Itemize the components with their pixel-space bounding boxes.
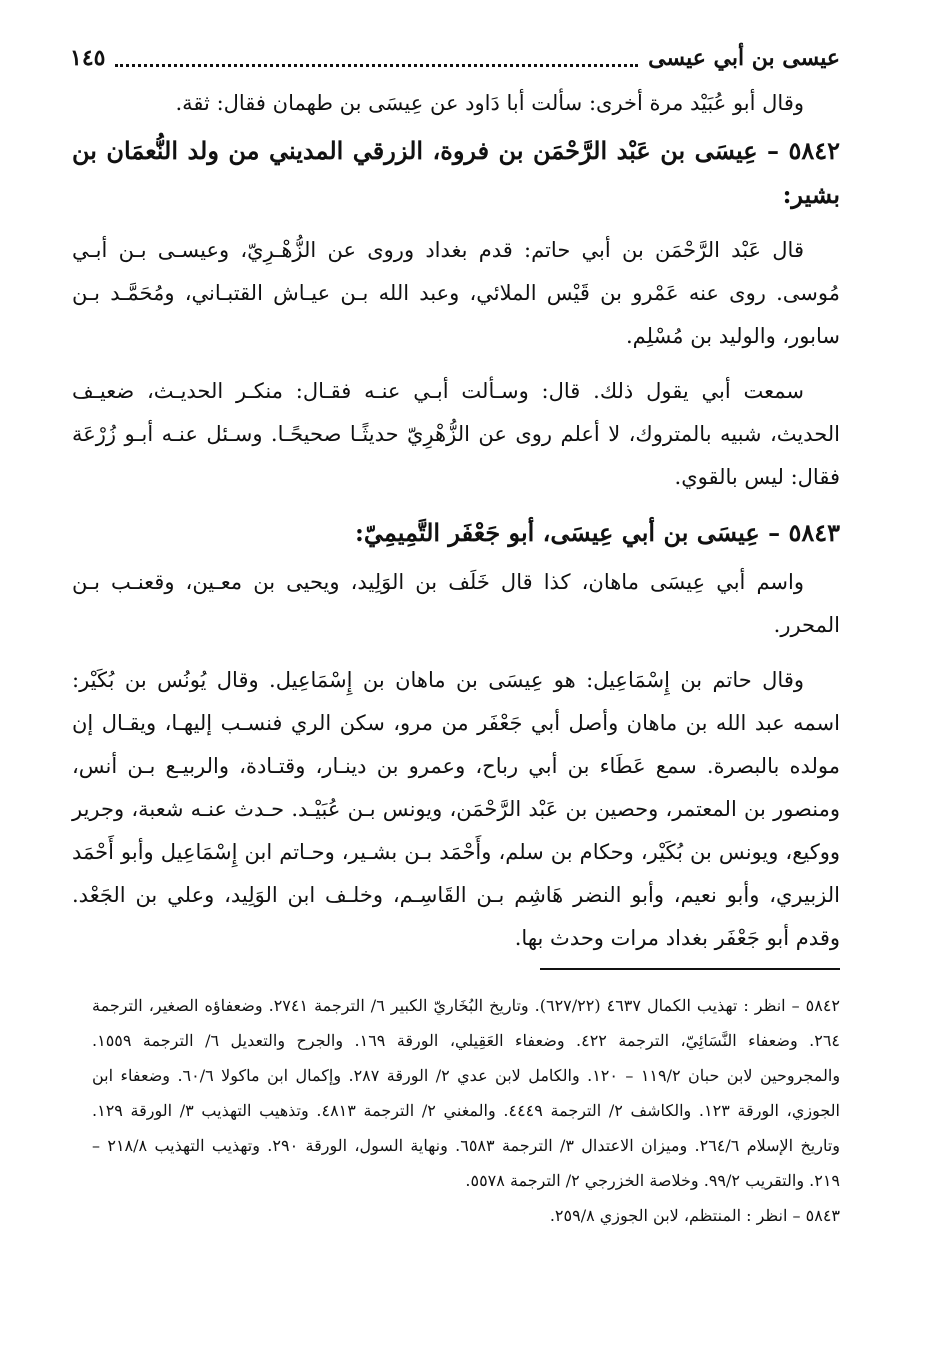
entry-5842-paragraph-1: قال عَبْد الرَّحْمَن بن أبي حاتم: قدم بغداد وروى عن الزُّهْـرِيّ، وعيسـى بـن أبـي مُوسى. روى عنه عَمْرو بن قَيْس الملائي، وعبد الله بـن عيـاش القتبـاني، ومُحَمَّـد بـن سابور، والوليد بن مُسْلِم. — [72, 238, 840, 348]
entry-heading-5842: ٥٨٤٢ – عِيسَى بن عَبْد الرَّحْمَن بن فروة، الزرقي المديني من ولد النُّعمَان بن بشير: — [72, 136, 840, 209]
running-header-title: عيسى بن أبي عيسى — [648, 45, 840, 71]
footnotes — [92, 988, 840, 1233]
running-header — [70, 38, 840, 78]
header-dotted-leader — [115, 50, 638, 67]
footnote-5842: ٥٨٤٢ – انظر : تهذيب الكمال ٤٦٣٧ (٦٢٧/٢٢). وتاريخ البُخَاريّ الكبير ٦/ الترجمة ٢٧٤١. وضعفاؤه الصغير، الترجمة ٢٦٤. وضعفاء النَّسَائِيّ، الترجمة ٤٢٢. وضعفاء العَقِيلي، الورقة ١٦٩. والجرح والتعديل ٦/ الترجمة ١٥٥٩. والمجروحين لابن حبان ١١٩/٢ – ١٢٠. والكامل لابن عدي ٢/ الورقة ٢٨٧. وإكمال ابن ماكولا ٦٠/٦. وضعفاء ابن الجوزي، الورقة ١٢٣. والكاشف ٢/ الترجمة ٤٤٤٩. والمغني ٢/ الترجمة ٤٨١٣. وتذهيب التهذيب ٣/ الورقة ١٢٩. وتاريخ الإسلام ٢٦٤/٦. وميزان الاعتدال ٣/ الترجمة ٦٥٨٣. ونهاية السول، الورقة ٢٩٠. وتهذيب التهذيب ٢١٨/٨ – ٢١٩. والتقريب ٩٩/٢. وخلاصة الخزرجي ٢/ الترجمة ٥٥٧٨. — [92, 996, 841, 1190]
entry-5843-paragraph-1: واسم أبي عِيسَى ماهان، كذا قال خَلَف بن الوَلِيد، ويحيى بن معـين، وقعنـب بـن المحرر. — [72, 570, 840, 637]
page-number: ١٤٥ — [70, 45, 106, 71]
main-text — [72, 82, 840, 972]
entry-heading-5843: ٥٨٤٣ – عِيسَى بن أبي عِيسَى، أبو جَعْفَر التَّمِيمِيّ: — [354, 518, 840, 547]
footnote-5843: ٥٨٤٣ – انظر : المنتظم، لابن الجوزي ٢٥٩/٨. — [549, 1206, 840, 1225]
intro-paragraph: وقال أبو عُبَيْد مرة أخرى: سألت أبا دَاود عن عِيسَى بن طهمان فقال: ثقة. — [175, 91, 804, 115]
footnote-separator — [540, 968, 840, 970]
entry-5842-paragraph-2: سمعت أبي يقول ذلك. قال: وسـألت أبـي عنـه فقـال: منكـر الحديـث، ضعيـف الحديث، شبيه بالمتروك، لا أعلم روى عن الزُّهْرِيّ حديثًـا صحيحًـا. وسـئل عنـه أبـو زُرْعَة فقال: ليس بالقوي. — [72, 379, 840, 489]
entry-5843-paragraph-2: وقال حاتم بن إِسْمَاعِيل: هو عِيسَى بن ماهان بن إِسْمَاعِيل. وقال يُونُس بن بُكَيْر: اسمه عبد الله بن ماهان وأصل أبي جَعْفَر من مرو، سكن الري فنسـب إليهـا، ويقـال إن مولده بالبصرة. سمع عَطَاء بن أبي رباح، وعمرو بن دينـار، وقتـادة، والربيـع بـن أنس، ومنصور بن المعتمر، وحصين بن عَبْد الرَّحْمَن، ويونس بـن عُبَيْـد. حـدث عنـه شعبة، وجرير ووكيع، ويونس بن بُكَيْر، وحكام بن سلم، وأَحْمَد بـن بشـير، وحـاتم ابن إِسْمَاعِيل وأبو أَحْمَد الزبيري، وأبو نعيم، وأبو النضر هَاشِم بـن القَاسِـم، وخلـف ابن الوَلِيد، وعلي بن الجَعْد. وقدم أبو جَعْفَر بغداد مرات وحدث بها. — [72, 668, 840, 950]
